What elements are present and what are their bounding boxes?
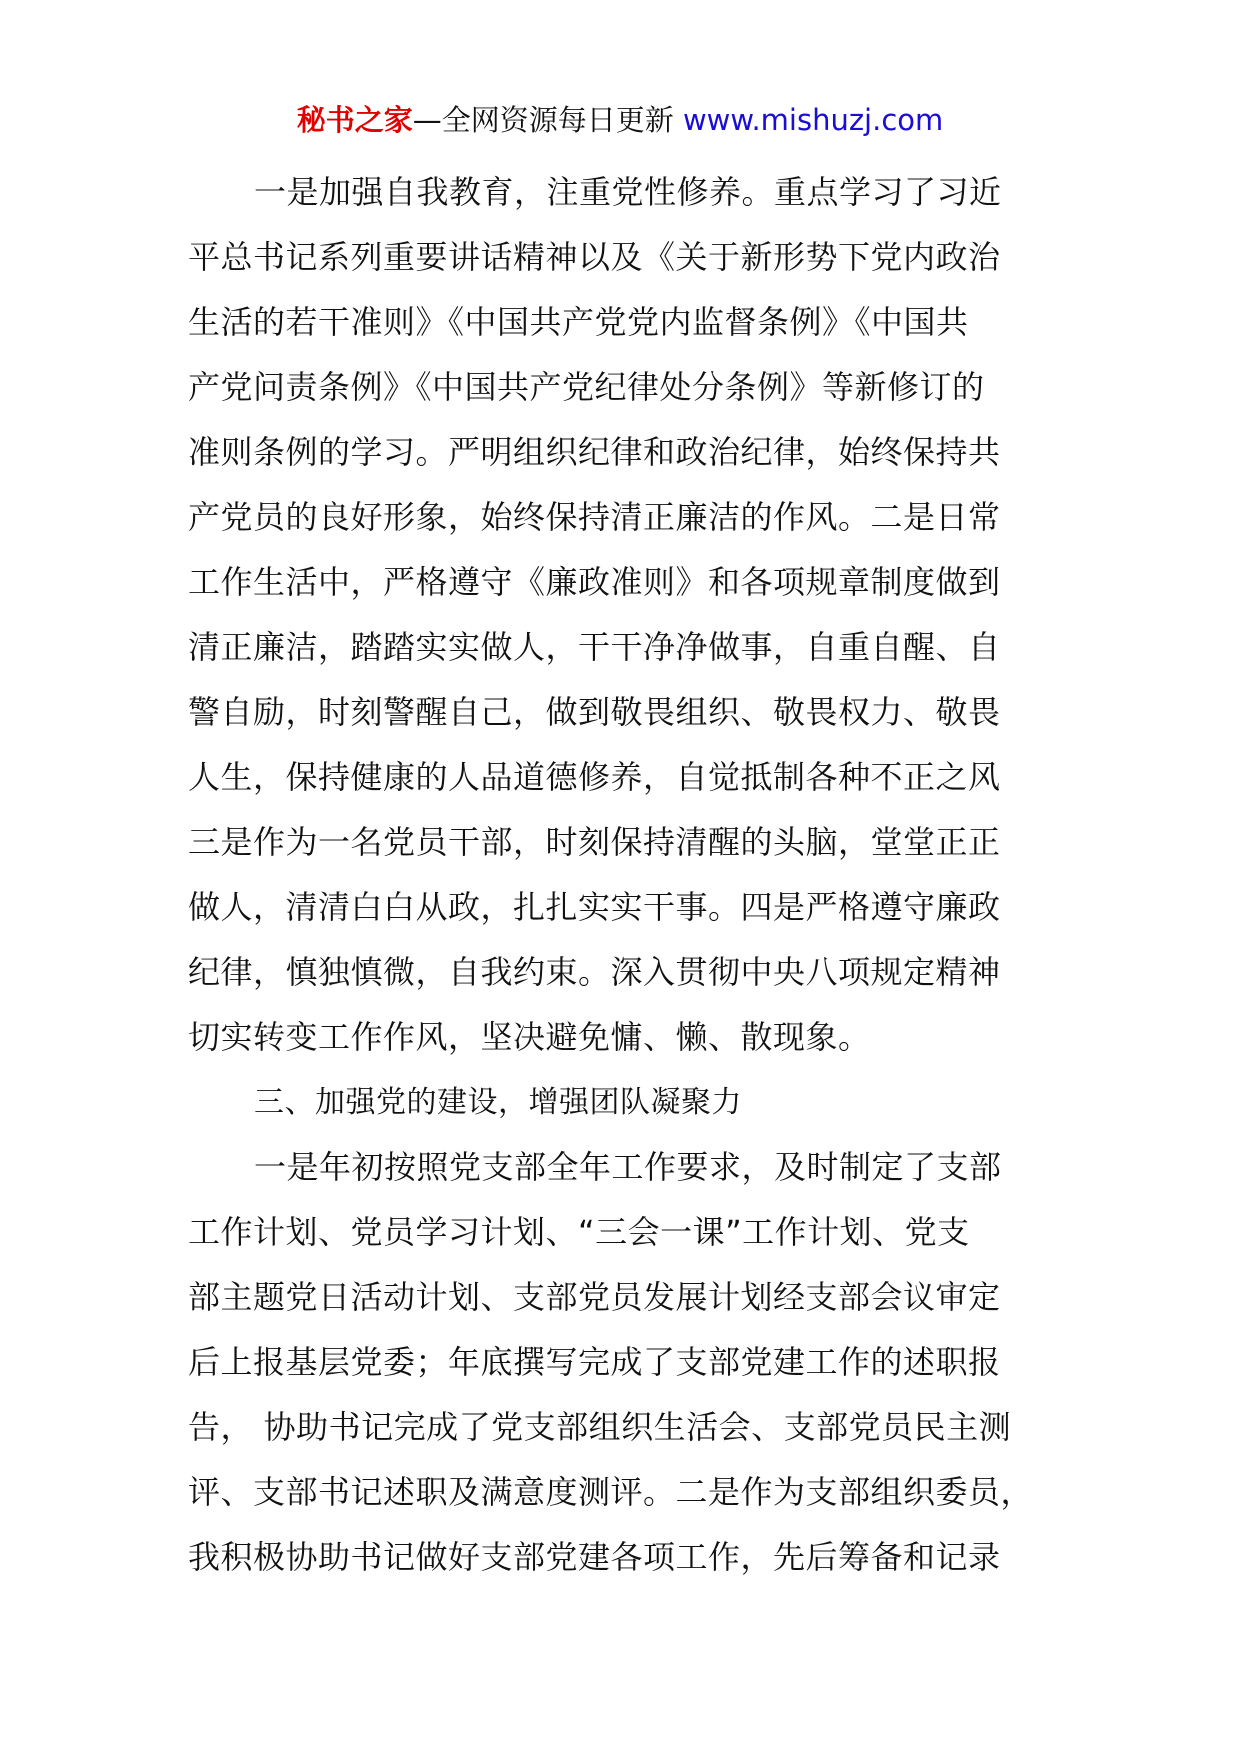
paragraph-line: 警自励，时刻警醒自己，做到敬畏组织、敬畏权力、敬畏 bbox=[188, 693, 1001, 731]
paragraph-line: 清正廉洁，踏踏实实做人，干干净净做事，自重自醒、自 bbox=[188, 628, 1001, 666]
paragraph-line: 一是加强自我教育，注重党性修养。重点学习了习近 bbox=[254, 173, 1002, 211]
paragraph-line: 评、支部书记述职及满意度测评。二是作为支部组织委员， bbox=[188, 1473, 1034, 1511]
paragraph-line: 一是年初按照党支部全年工作要求，及时制定了支部 bbox=[254, 1148, 1002, 1186]
paragraph-line: 生活的若干准则》《中国共产党党内监督条例》《中国共 bbox=[188, 303, 969, 341]
paragraph-line: 三是作为一名党员干部，时刻保持清醒的头脑，堂堂正正 bbox=[188, 823, 1001, 861]
paragraph-line: 人生，保持健康的人品道德修养，自觉抵制各种不正之风 bbox=[188, 758, 1001, 796]
paragraph-line: 告， 协助书记完成了党支部组织生活会、支部党员民主测 bbox=[188, 1408, 1012, 1446]
site-url-link[interactable]: www.mishuzj.com bbox=[682, 103, 944, 137]
section-heading: 三、加强党的建设，增强团队凝聚力 bbox=[254, 1085, 742, 1120]
paragraph-line: 工作计划、党员学习计划、“三会一课”工作计划、党支 bbox=[188, 1213, 970, 1251]
paragraph-line: 产党员的良好形象，始终保持清正廉洁的作风。二是日常 bbox=[188, 498, 1001, 536]
paragraph-line: 切实转变工作作风，坚决避免慵、懒、散现象。 bbox=[188, 1018, 871, 1056]
paragraph-line: 部主题党日活动计划、支部党员发展计划经支部会议审定 bbox=[188, 1278, 1001, 1316]
paragraph-line: 平总书记系列重要讲话精神以及《关于新形势下党内政治 bbox=[188, 238, 1001, 276]
paragraph-line: 我积极协助书记做好支部党建各项工作，先后筹备和记录 bbox=[188, 1538, 1001, 1576]
brand-name: 秘书之家 bbox=[296, 103, 413, 137]
paragraph-line: 准则条例的学习。严明组织纪律和政治纪律，始终保持共 bbox=[188, 433, 1001, 471]
paragraph-line: 产党问责条例》《中国共产党纪律处分条例》等新修订的 bbox=[188, 368, 985, 406]
header-tagline: —全网资源每日更新 bbox=[412, 103, 683, 137]
paragraph-line: 后上报基层党委；年底撰写完成了支部党建工作的述职报 bbox=[188, 1343, 1001, 1381]
paragraph-line: 工作生活中，严格遵守《廉政准则》和各项规章制度做到 bbox=[188, 563, 1001, 601]
page-header bbox=[0, 100, 1240, 140]
document-body bbox=[188, 160, 1068, 1590]
paragraph-line: 做人，清清白白从政，扎扎实实干事。四是严格遵守廉政 bbox=[188, 888, 1001, 926]
paragraph-line: 纪律，慎独慎微，自我约束。深入贯彻中央八项规定精神 bbox=[188, 953, 1001, 991]
